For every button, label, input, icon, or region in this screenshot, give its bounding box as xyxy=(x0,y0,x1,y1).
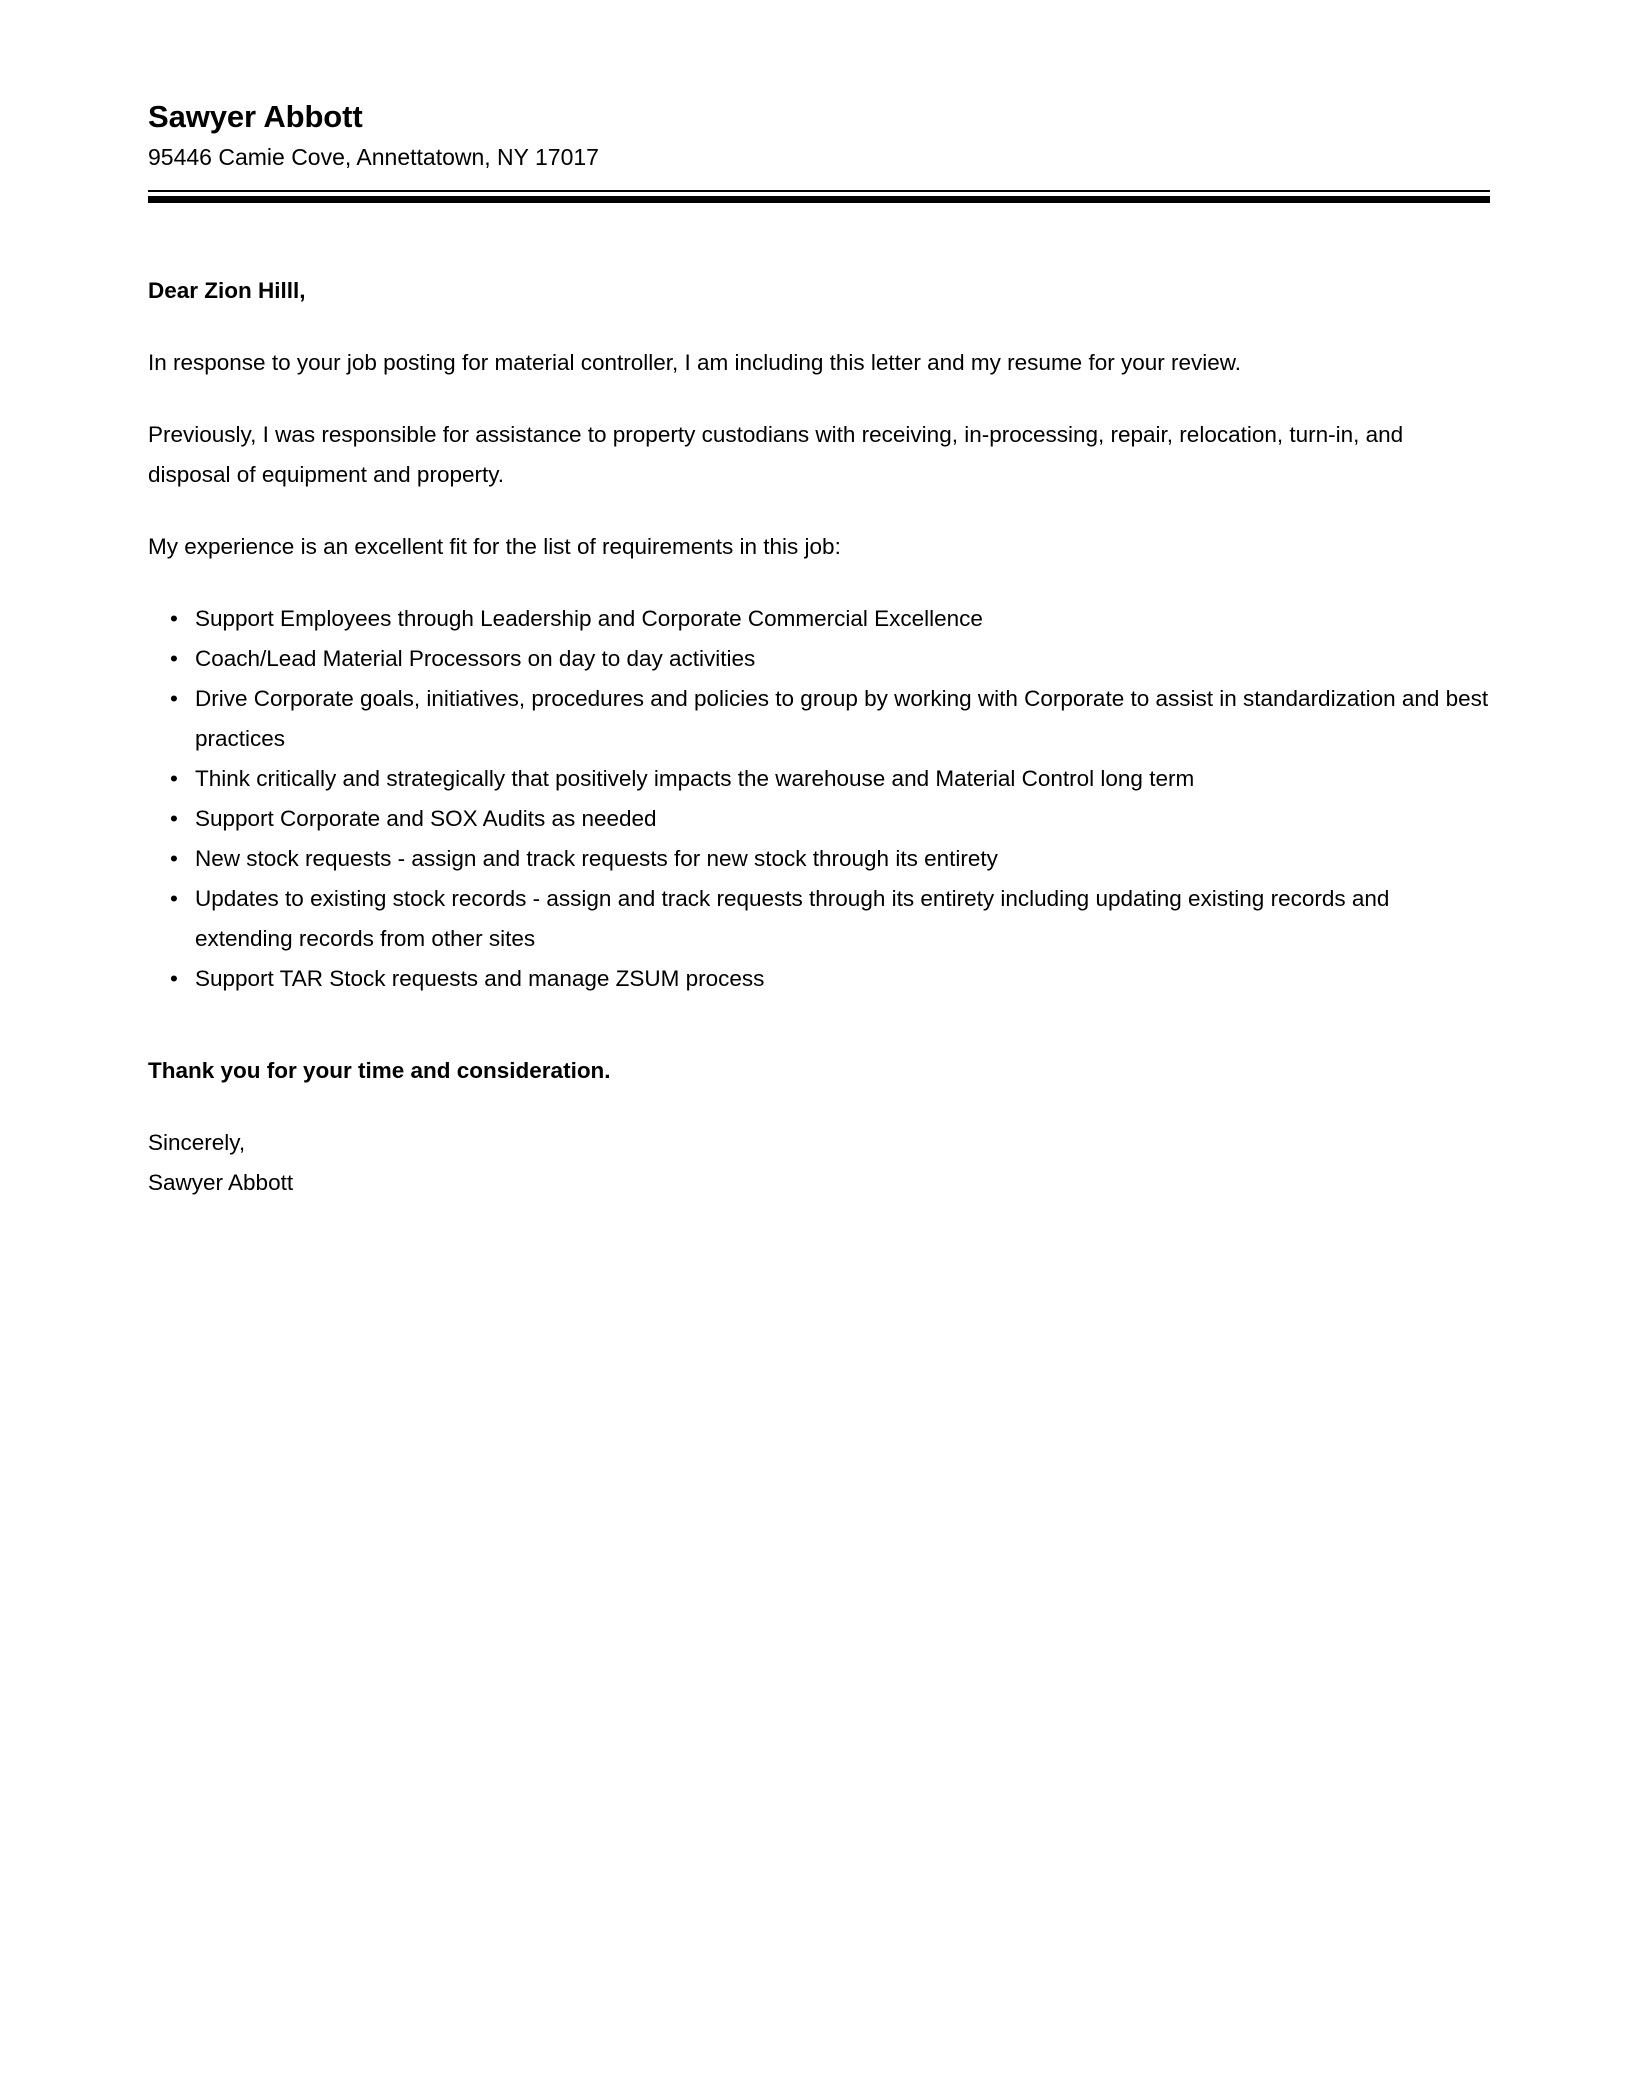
requirement-text: Drive Corporate goals, initiatives, procedures and policies to group by working with Corporate to assist in standardization and best practices xyxy=(195,685,1489,751)
closing-thanks: Thank you for your time and consideration. xyxy=(148,1057,611,1083)
requirement-item xyxy=(148,679,1490,759)
requirement-text: Think critically and strategically that positively impacts the warehouse and Material Control long term xyxy=(195,765,1195,791)
requirement-item xyxy=(148,959,1490,999)
requirement-text: Support TAR Stock requests and manage ZSUM process xyxy=(195,965,765,991)
requirement-item xyxy=(148,599,1490,639)
requirement-item xyxy=(148,839,1490,879)
body-paragraph-1: In response to your job posting for material controller, I am including this letter and my resume for your review. xyxy=(148,349,1242,375)
letter-content xyxy=(148,0,1490,1203)
divider-thick-rule xyxy=(148,196,1490,203)
signoff-name: Sawyer Abbott xyxy=(148,1169,294,1195)
letterhead xyxy=(148,0,1490,173)
bullet-icon: • xyxy=(170,765,178,791)
sender-address: 95446 Camie Cove, Annettatown, NY 17017 xyxy=(148,143,599,170)
sender-name: Sawyer Abbott xyxy=(148,99,363,134)
bullet-icon: • xyxy=(170,685,178,711)
requirement-text: New stock requests - assign and track requests for new stock through its entirety xyxy=(195,845,998,871)
requirement-text: Coach/Lead Material Processors on day to day activities xyxy=(195,645,756,671)
salutation: Dear Zion Hilll, xyxy=(148,277,306,303)
requirement-text: Support Corporate and SOX Audits as needed xyxy=(195,805,657,831)
requirement-text: Support Employees through Leadership and Corporate Commercial Excellence xyxy=(195,605,983,631)
requirement-item xyxy=(148,759,1490,799)
bullet-icon: • xyxy=(170,805,178,831)
header-divider xyxy=(148,190,1490,203)
requirement-item xyxy=(148,639,1490,679)
bullet-icon: • xyxy=(170,885,178,911)
requirement-text: Updates to existing stock records - assign and track requests through its entirety including updating existing records and extending records from other sites xyxy=(195,885,1390,951)
requirements-list xyxy=(148,599,1490,999)
body-paragraph-2: Previously, I was responsible for assistance to property custodians with receiving, in-processing, repair, relocation, turn-in, and disposal of equipment and property. xyxy=(148,421,1404,487)
signoff-closing: Sincerely, xyxy=(148,1129,246,1155)
requirement-item xyxy=(148,799,1490,839)
requirements-intro: My experience is an excellent fit for the list of requirements in this job: xyxy=(148,533,841,559)
bullet-icon: • xyxy=(170,845,178,871)
bullet-icon: • xyxy=(170,645,178,671)
requirement-item xyxy=(148,879,1490,959)
bullet-icon: • xyxy=(170,605,178,631)
signoff xyxy=(148,1123,1490,1203)
bullet-icon: • xyxy=(170,965,178,991)
letter-body xyxy=(148,203,1490,1203)
